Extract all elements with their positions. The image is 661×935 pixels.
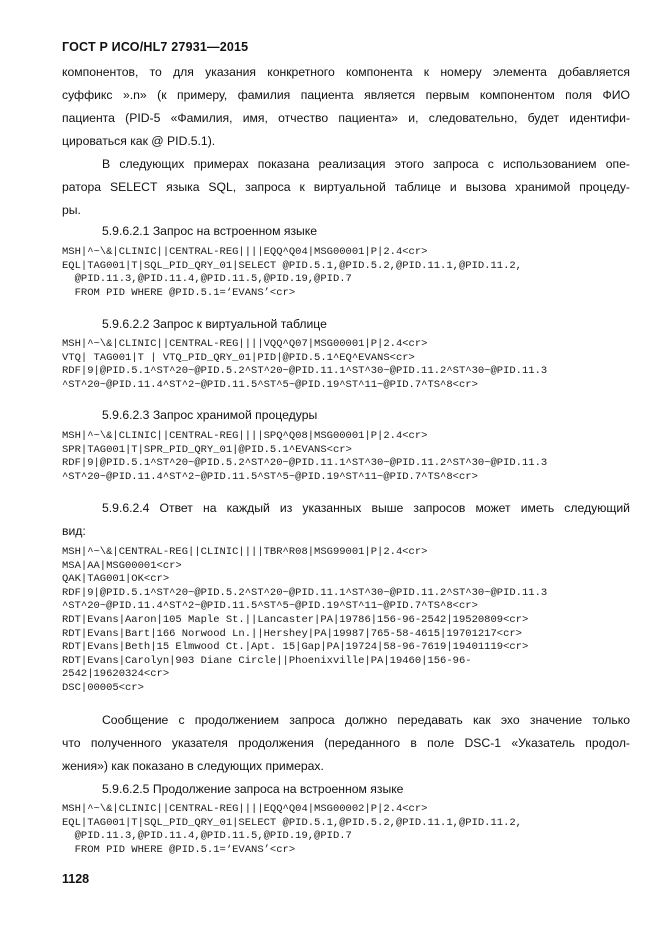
code-block [62,246,637,300]
code-line: RDF|9|@PID.5.1^ST^20~@PID.5.2^ST^20~@PID.11.1^ST^30~@PID.11.2^ST^30~@PID.11.3 [62,586,548,599]
code-line: DSC|00005<cr> [62,681,144,694]
text-line: вид: [62,524,86,538]
text-line: Сообщение с продолжением запроса должно передавать как эхо значение только [102,713,630,727]
code-block [62,546,637,696]
code-line: RDF|9|@PID.5.1^ST^20~@PID.5.2^ST^20~@PID.11.1^ST^30~@PID.11.2^ST^30~@PID.11.3 [62,457,548,470]
text-line: что полученного указателя продолжения (переданного в поле DSC-1 «Указатель продол- [62,736,630,750]
code-line: MSH|^~\&|CLINIC||CENTRAL-REG||||EQQ^Q04|MSG00002|P|2.4<cr> [62,803,428,815]
section-heading: 5.9.6.2.5 Продолжение запроса на встроенном языке [102,782,404,796]
code-line: RDT|Evans|Bart|166 Norwood Ln.||Hershey|PA|19987|765-58-4615|19701217<cr> [62,627,522,640]
text-line: ры. [62,203,81,217]
code-line: @PID.11.3,@PID.11.4,@PID.11.5,@PID.19,@PID.7 [62,830,352,843]
section-heading: 5.9.6.2.2 Запрос к виртуальной таблице [102,317,327,331]
code-line: ^ST^20~@PID.11.4^ST^2~@PID.11.5^ST^5~@PID.19^ST^11~@PID.7^TS^8<cr> [62,470,478,483]
examples-paragraph [62,153,630,222]
section-heading: 5.9.6.2.3 Запрос хранимой процедуры [102,408,318,422]
text-line: суффикс ».n» (к примеру, фамилия пациента является первым компонентом поля ФИО [62,88,630,102]
code-line: MSH|^~\&|CLINIC||CENTRAL-REG||||SPQ^Q08|MSG00001|P|2.4<cr> [62,430,428,442]
continuation-paragraph [62,709,630,778]
code-line: EQL|TAG001|T|SQL_PID_QRY_01|SELECT @PID.5.1,@PID.5.2,@PID.11.1,@PID.11.2, [62,816,522,829]
text-line: ратора SELECT языка SQL, запроса к виртуальной таблице и вызова хранимой процеду- [62,180,630,194]
text-line: пациента (PID-5 «Фамилия, имя, отчество пациента» и, следовательно, будет идентифи- [62,111,630,125]
code-line: ^ST^20~@PID.11.4^ST^2~@PID.11.5^ST^5~@PID.19^ST^11~@PID.7^TS^8<cr> [62,378,478,391]
code-line: RDT|Evans|Carolyn|903 Diane Circle||Phoenixville|PA|19460|156-96- [62,654,472,667]
code-line: SPR|TAG001|T|SPR_PID_QRY_01|@PID.5.1^EVANS<cr> [62,443,352,456]
code-line: ^ST^20~@PID.11.4^ST^2~@PID.11.5^ST^5~@PID.19^ST^11~@PID.7^TS^8<cr> [62,600,478,613]
code-line: RDT|Evans|Aaron|105 Maple St.||Lancaster|PA|19786|156-96-2542|19520809<cr> [62,613,529,626]
text-line: цироваться как @ PID.5.1). [62,134,216,148]
code-line: 2542|19620324<cr> [62,668,170,681]
code-line: FROM PID WHERE @PID.5.1=‘EVANS’<cr> [62,843,296,856]
section-heading: 5.9.6.2.1 Запрос на встроенном языке [102,224,318,238]
code-line: MSH|^~\&|CLINIC||CENTRAL-REG||||EQQ^Q04|MSG00001|P|2.4<cr> [62,246,428,258]
text-line: 5.9.6.2.4 Ответ на каждый из указанных выше запросов может иметь следующий [102,501,630,515]
code-line: MSH|^~\&|CLINIC||CENTRAL-REG||||VQQ^Q07|MSG00001|P|2.4<cr> [62,338,428,350]
code-line: @PID.11.3,@PID.11.4,@PID.11.5,@PID.19,@PID.7 [62,273,352,286]
code-block [62,430,637,484]
text-line: жения») как показано в следующих примерах. [62,759,324,773]
code-line: RDF|9|@PID.5.1^ST^20~@PID.5.2^ST^20~@PID.11.1^ST^30~@PID.11.2^ST^30~@PID.11.3 [62,365,548,378]
code-block [62,803,637,857]
document-header: ГОСТ Р ИСО/HL7 27931—2015 [62,40,249,54]
code-line: MSA|AA|MSG00001<cr> [62,559,182,572]
text-line: В следующих примерах показана реализация этого запроса с использованием опе- [102,157,630,171]
section-heading-paragraph [62,497,630,543]
code-line: FROM PID WHERE @PID.5.1=‘EVANS’<cr> [62,286,296,299]
page-number: 1128 [62,872,90,886]
text-line: компонентов, то для указания конкретного компонента к номеру элемента добавляется [62,65,630,79]
intro-paragraph [62,61,630,153]
code-line: VTQ| TAG001|T | VTQ_PID_QRY_01|PID|@PID.5.1^EQ^EVANS<cr> [62,351,415,364]
code-line: MSH|^~\&|CENTRAL-REG||CLINIC||||TBR^R08|MSG99001|P|2.4<cr> [62,546,428,558]
code-line: RDT|Evans|Beth|15 Elmwood Ct.|Apt. 15|Gap|PA|19724|58-96-7619|19401119<cr> [62,641,529,654]
code-line: EQL|TAG001|T|SQL_PID_QRY_01|SELECT @PID.5.1,@PID.5.2,@PID.11.1,@PID.11.2, [62,259,522,272]
code-line: QAK|TAG001|OK<cr> [62,573,170,586]
code-block [62,338,637,392]
